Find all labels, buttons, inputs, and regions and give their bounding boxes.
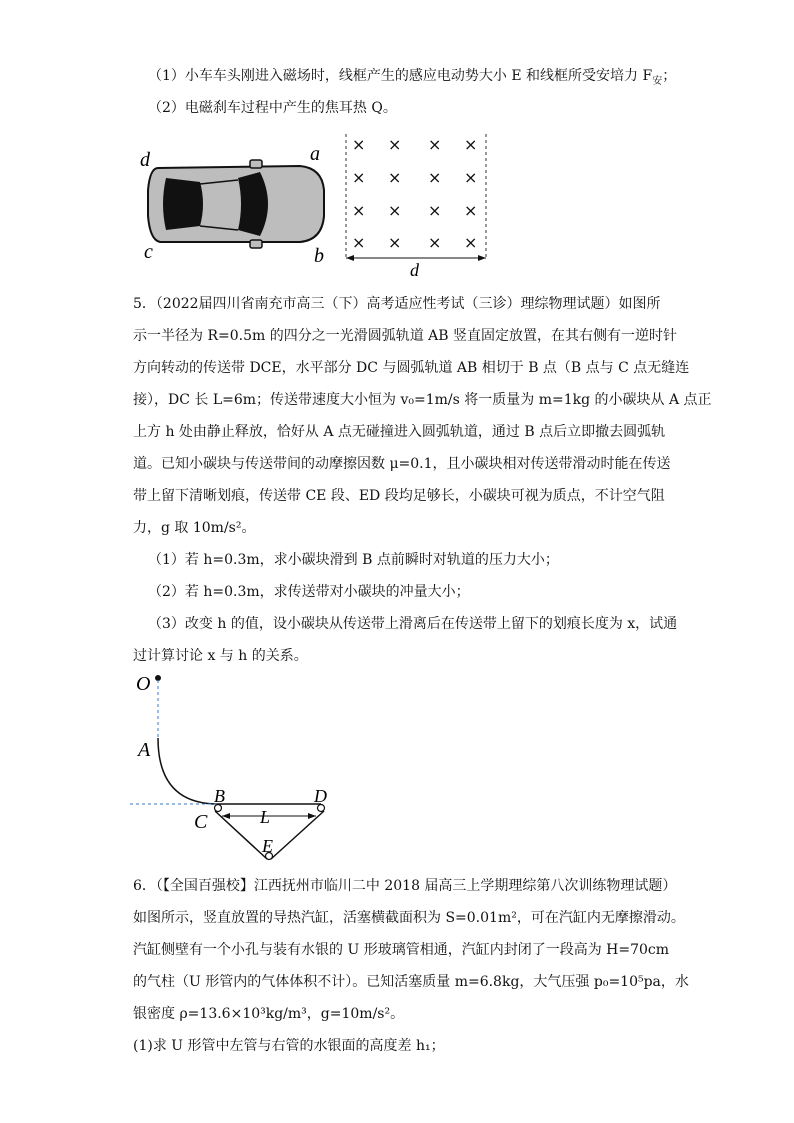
q6-line-1: 6．（【全国百强校】江西抚州市临川二中 2018 届高三上学期理综第八次训练物理试题） [133,878,677,894]
q5-line-7: 带上留下清晰划痕，传送带 CE 段、ED 段均足够长，小碳块可视为质点，不计空气阻 [133,488,665,504]
label-B: B [214,786,225,806]
svg-text:×: × [352,201,366,220]
q6-line-5: 银密度 ρ=13.6×10³kg/m³，g=10m/s²。 [133,1006,405,1022]
q5-sub-2: （2）若 h=0.3m，求传送带对小碳块的冲量大小； [148,584,470,600]
car-icon [148,160,324,248]
label-D: D [314,786,327,806]
q4-part2: （2）电磁刹车过程中产生的焦耳热 Q。 [148,100,397,116]
label-O: O [136,673,151,695]
svg-text:×: × [428,168,442,187]
svg-text:×: × [464,135,478,154]
svg-text:×: × [388,168,402,187]
q5-line-3: 方向转动的传送带 DCE，水平部分 DC 与圆弧轨道 AB 相切于 B 点（B 点与 C 点无缝连 [133,360,690,376]
q5-sub-1: （1）若 h=0.3m，求小碳块滑到 B 点前瞬时对轨道的压力大小； [148,552,559,568]
svg-text:×: × [428,233,442,252]
corner-label-d: d [140,149,150,171]
car-magnetic-field-figure [130,128,510,278]
field-width-label: d [410,260,419,278]
svg-text:×: × [388,233,402,252]
q5-line-5: 上方 h 处由静止释放，恰好从 A 点无碰撞进入圆弧轨道，通过 B 点后立即撤去圆弧轨 [133,424,666,440]
corner-label-c: c [144,241,153,263]
svg-text:×: × [388,135,402,154]
label-A: A [138,739,151,761]
label-C: C [194,811,208,833]
magnetic-field-crosses [352,135,477,252]
q6-sub-1: (1)求 U 形管中左管与右管的水银面的高度差 h₁； [133,1038,445,1054]
svg-text:×: × [388,201,402,220]
svg-text:×: × [352,233,366,252]
svg-text:×: × [464,168,478,187]
q4-part1: （1）小车车头刚进入磁场时，线框产生的感应电动势大小 E 和线框所受安培力 $F_安$； [148,68,677,87]
q5-line-2: 示一半径为 R=0.5m 的四分之一光滑圆弧轨道 AB 竖直固定放置，在其右侧有一逆时针 [133,328,678,344]
corner-label-a: a [310,143,320,165]
label-L: L [260,807,271,827]
corner-label-b: b [314,245,324,267]
svg-text:×: × [464,201,478,220]
q5-line-6: 道。已知小碳块与传送带间的动摩擦因数 μ=0.1，且小碳块相对传送带滑动时能在传送 [133,456,671,472]
q6-line-2: 如图所示，竖直放置的导热汽缸，活塞横截面积为 S=0.01m²，可在汽缸内无摩擦滑动。 [133,910,685,926]
svg-text:×: × [428,201,442,220]
arc-conveyor-figure [130,670,350,865]
svg-text:×: × [464,233,478,252]
svg-text:×: × [428,135,442,154]
q5-sub-3b: 过计算讨论 x 与 h 的关系。 [133,648,308,664]
q6-line-3: 汽缸侧壁有一个小孔与装有水银的 U 形玻璃管相通，汽缸内封闭了一段高为 H=70cm [133,942,670,958]
q5-line-4: 接），DC 长 L=6m；传送带速度大小恒为 v₀=1m/s 将一质量为 m=1kg 的小碳块从 A 点正 [133,392,712,408]
svg-text:×: × [352,168,366,187]
q5-line-1: 5．（2022届四川省南充市高三（下）高考适应性考试（三诊）理综物理试题）如图所 [133,296,661,312]
q5-line-8: 力，g 取 10m/s²。 [133,520,256,536]
label-E: E [262,836,273,856]
q6-line-4: 的气柱（U 形管内的气体体积不计）。已知活塞质量 m=6.8kg，大气压强 p₀=10⁵pa，水 [133,974,689,990]
q5-sub-3a: （3）改变 h 的值，设小碳块从传送带上滑离后在传送带上留下的划痕长度为 x，试通 [148,616,678,632]
svg-text:×: × [352,135,366,154]
arc-track-AB [158,738,218,804]
